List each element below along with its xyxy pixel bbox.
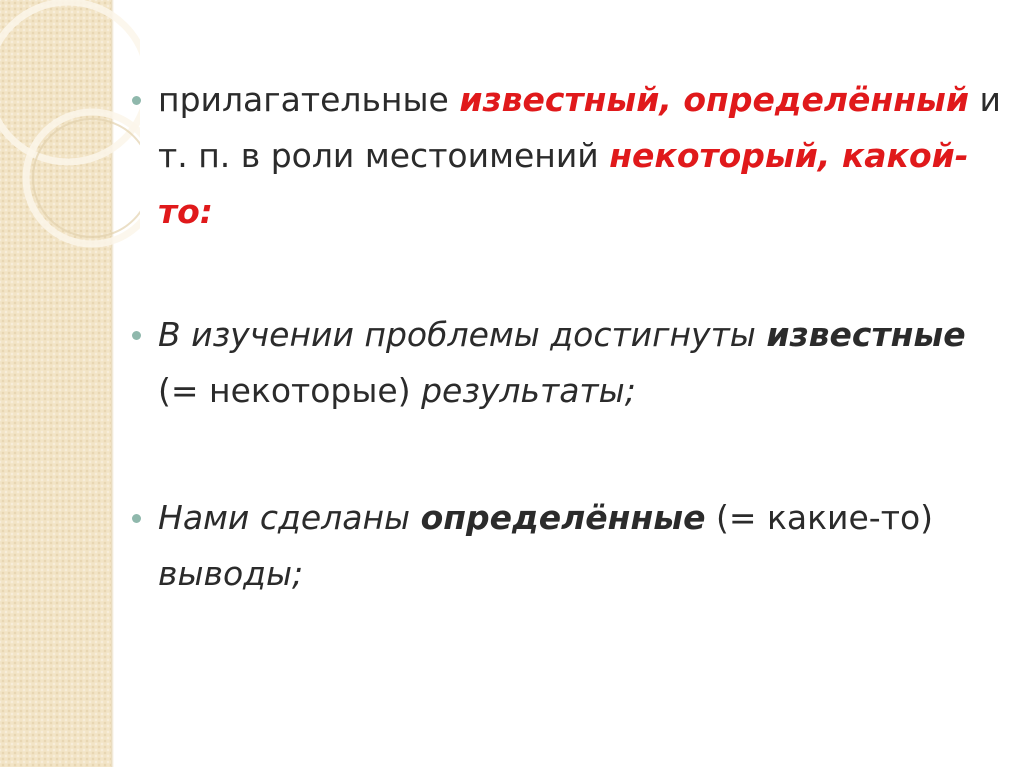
bullet-3-part-3: (= какие-то): [705, 498, 934, 537]
bullet-dot-icon: [132, 514, 141, 523]
decorative-rings: [0, 0, 140, 767]
bullet-2-part-1: В изучении проблемы достигнуты: [158, 315, 767, 354]
bullet-item-2: [132, 307, 1012, 419]
bullet-dot-icon: [132, 331, 141, 340]
bullet-item-3: [132, 490, 1012, 602]
bullet-1-part-4: некоторый, какой-то:: [158, 136, 969, 231]
bullet-dot-icon: [132, 96, 141, 105]
bullet-text-3: [158, 490, 1012, 602]
bullet-3-part-1: Нами сделаны: [158, 498, 421, 537]
bullet-2-part-5: ;: [624, 371, 636, 410]
bullet-text-1: [158, 72, 1012, 240]
bullet-1-part-1: прилагательные: [158, 80, 460, 119]
ring-lower: [26, 112, 140, 244]
ring-outer: [0, 2, 140, 162]
bullet-text-2: [158, 307, 1012, 419]
bullet-1-part-3: и т. п. в роли местоимений: [158, 80, 1001, 175]
bullet-2-part-4: результаты: [421, 371, 625, 410]
bullet-2-part-2: известные: [766, 315, 966, 354]
bullet-3-part-4: выводы;: [158, 554, 304, 593]
bullet-item-1: [132, 72, 1012, 240]
bullet-1-part-2: известный, определённый: [459, 80, 970, 119]
bullet-3-part-2: определённые: [420, 498, 706, 537]
bullet-2-part-3: (= некоторые): [158, 371, 422, 410]
